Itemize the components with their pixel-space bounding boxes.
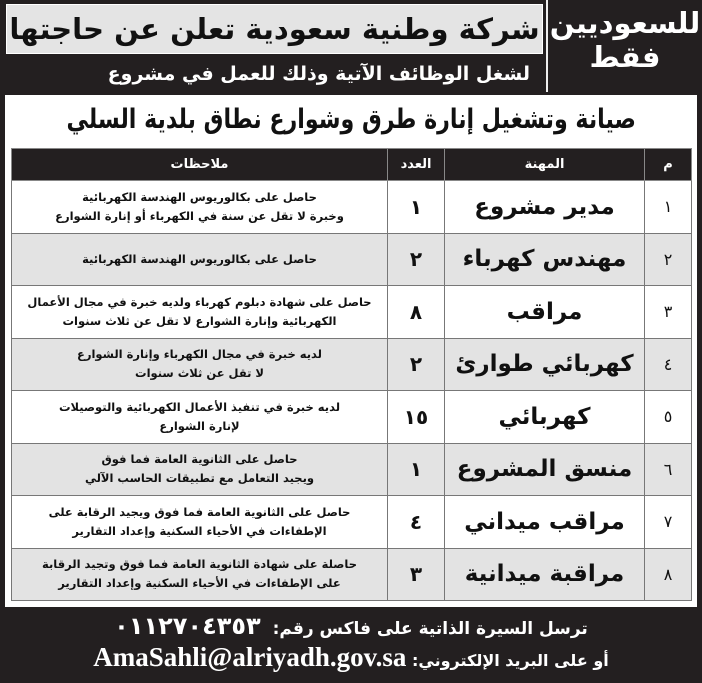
note-line: لديه خبرة في تنفيذ الأعمال الكهربائية والتوصيلات [58, 399, 341, 414]
fax-number: ٠١١٢٧٠٤٣٥٣ [114, 612, 261, 640]
row-number: ٥ [645, 391, 692, 444]
header-no: م [645, 149, 692, 181]
job-count: ١ [388, 181, 445, 234]
ad-headline: شركة وطنية سعودية تعلن عن حاجتها [6, 4, 543, 54]
table-row [12, 338, 692, 391]
table-row [12, 233, 692, 286]
email-label: أو على البريد الإلكتروني: [412, 651, 609, 670]
contact-footer [0, 608, 702, 683]
job-title: مراقب [445, 286, 645, 339]
table-row [12, 391, 692, 444]
note-line: حاصل على الثانوية العامة فما فوق [101, 452, 298, 467]
table-row [12, 443, 692, 496]
job-title: مراقب ميداني [445, 496, 645, 549]
email-line [0, 642, 702, 673]
note-line: لإنارة الشوارع [159, 418, 240, 433]
note-line: لديه خبرة في مجال الكهرباء وإنارة الشوارع [76, 347, 322, 362]
note-line: حاصل على بكالوريوس الهندسة الكهربائية [82, 189, 317, 204]
email-address[interactable]: AmaSahli@alriyadh.gov.sa [93, 642, 407, 672]
ad-subtitle: لشغل الوظائف الآتية وذلك للعمل في مشروع [107, 63, 530, 85]
job-count: ٢ [388, 338, 445, 391]
header-notes: ملاحظات [12, 149, 388, 181]
table-row [12, 496, 692, 549]
job-notes [12, 548, 388, 601]
job-notes [12, 391, 388, 444]
fax-label: ترسل السيرة الذاتية على فاكس رقم: [272, 619, 588, 639]
note-line: حاصل على بكالوريوس الهندسة الكهربائية [82, 251, 317, 266]
header-count: العدد [388, 149, 445, 181]
row-number: ٣ [645, 286, 692, 339]
job-count: ٢ [388, 233, 445, 286]
note-line: حاصلة على شهادة الثانوية العامة فما فوق وتجيد الرقابة [42, 557, 357, 572]
row-number: ٧ [645, 496, 692, 549]
table-row [12, 181, 692, 234]
job-count: ٤ [388, 496, 445, 549]
content-panel [5, 95, 697, 607]
row-number: ١ [645, 181, 692, 234]
saudi-line1: للسعوديين [549, 6, 701, 40]
job-notes [12, 233, 388, 286]
table-row [12, 286, 692, 339]
job-count: ١٥ [388, 391, 445, 444]
saudi-line2: فقط [589, 40, 661, 74]
note-line: حاصل على الثانوية العامة فما فوق ويجيد الرقابة على [48, 504, 351, 519]
job-notes [12, 286, 388, 339]
job-notes [12, 496, 388, 549]
row-number: ٦ [645, 443, 692, 496]
job-notes [12, 181, 388, 234]
note-line: لا تقل عن ثلاث سنوات [135, 366, 264, 381]
job-title: مهندس كهرباء [445, 233, 645, 286]
note-line: على الإطفاءات في الأحياء السكنية وإعداد التقارير [58, 576, 341, 591]
job-title: كهربائي طوارئ [445, 338, 645, 391]
jobs-table [11, 148, 692, 601]
job-title: مدير مشروع [445, 181, 645, 234]
job-notes [12, 338, 388, 391]
note-line: وخبرة لا تقل عن سنة في الكهرباء أو إنارة الشوارع [55, 208, 344, 223]
note-line: الكهربائية وإنارة الشوارع لا تقل عن ثلاث سنوات [62, 313, 337, 328]
job-title: منسق المشروع [445, 443, 645, 496]
job-count: ٣ [388, 548, 445, 601]
note-line: الإطفاءات في الأحياء السكنية وإعداد التقارير [72, 523, 327, 538]
saudi-only-badge [546, 0, 702, 92]
row-number: ٢ [645, 233, 692, 286]
note-line: حاصل على شهادة دبلوم كهرباء ولديه خبرة في مجال الأعمال [27, 294, 372, 309]
table-row [12, 548, 692, 601]
row-number: ٤ [645, 338, 692, 391]
job-title: كهربائي [445, 391, 645, 444]
row-number: ٨ [645, 548, 692, 601]
job-title: مراقبة ميدانية [445, 548, 645, 601]
header-job: المهنة [445, 149, 645, 181]
job-notes [12, 443, 388, 496]
project-title: صيانة وتشغيل إنارة طرق وشوارع نطاق بلدية السلي [66, 104, 636, 135]
job-count: ١ [388, 443, 445, 496]
project-title-row [5, 95, 697, 145]
job-count: ٨ [388, 286, 445, 339]
note-line: ويجيد التعامل مع تطبيقات الحاسب الآلي [84, 471, 315, 486]
fax-line [0, 612, 702, 640]
